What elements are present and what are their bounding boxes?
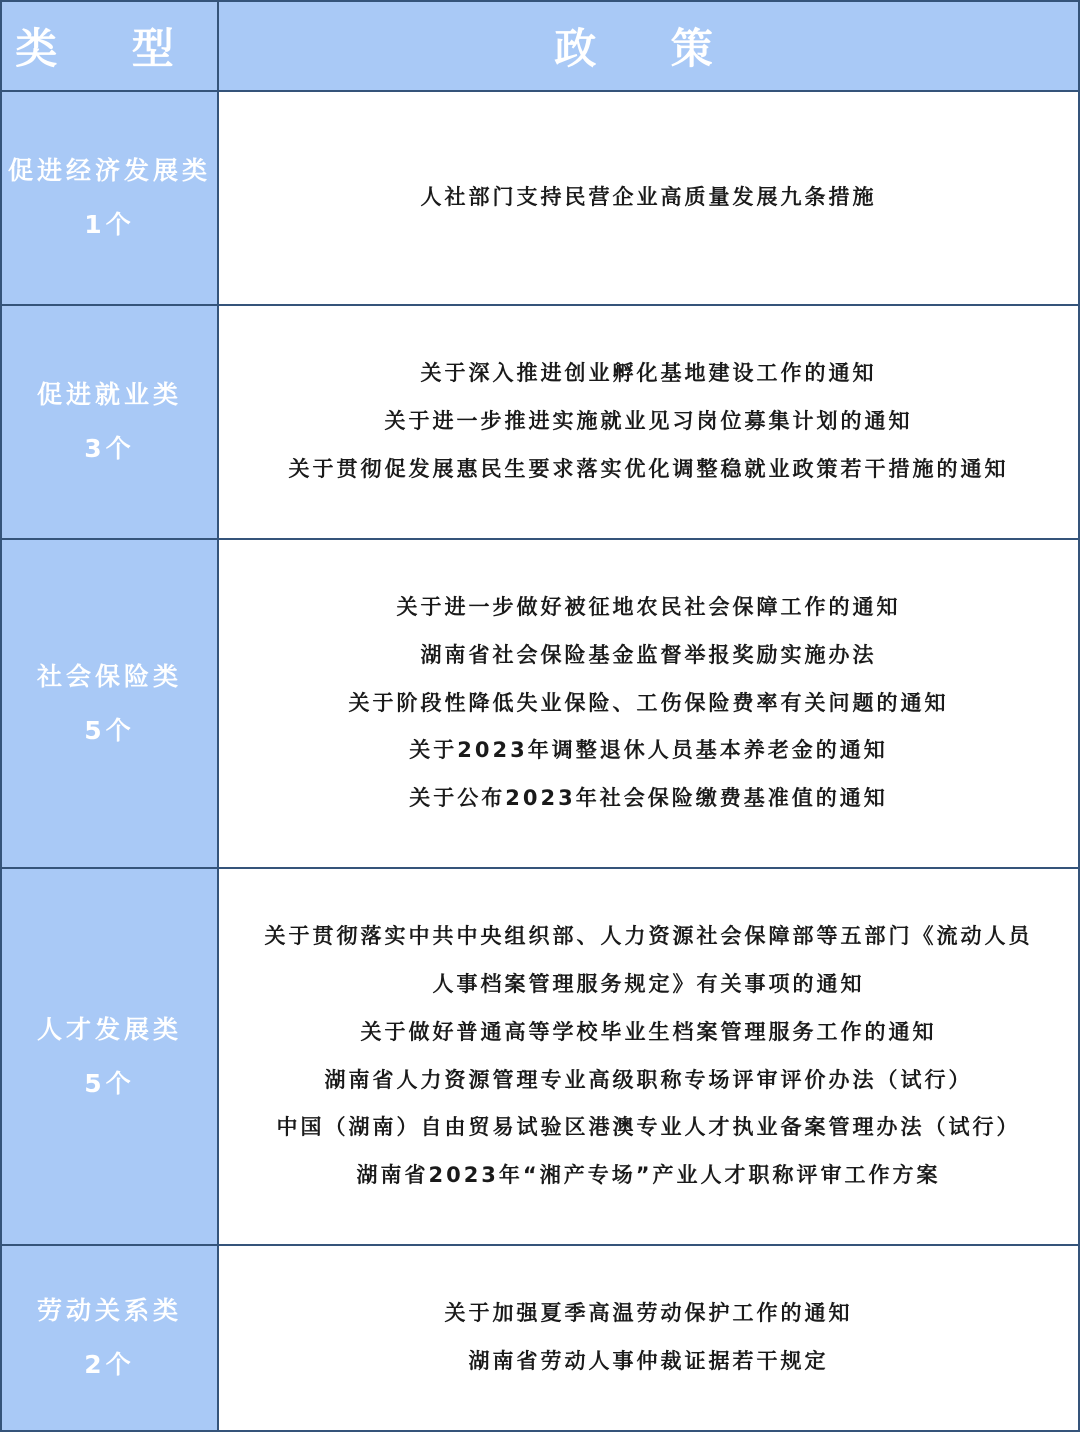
category-name: 促进就业类 [36,380,182,409]
policy-item: 人事档案管理服务规定》有关事项的通知 [432,972,865,997]
table-header-row [1,1,1079,91]
category-cell [1,91,218,305]
policy-item: 关于进一步推进实施就业见习岗位募集计划的通知 [384,409,913,434]
policy-item: 关于公布2023年社会保险缴费基准值的通知 [409,786,888,811]
policy-item: 湖南省社会保险基金监督举报奖励实施办法 [420,642,877,667]
category-cell [1,868,218,1245]
table-row [1,868,1079,1245]
category-count: 2个 [84,1350,135,1379]
category-count: 1个 [84,210,135,239]
table-row [1,539,1079,868]
category-name: 促进经济发展类 [7,156,211,185]
policy-item: 人社部门支持民营企业高质量发展九条措施 [420,185,877,210]
policy-item: 关于深入推进创业孵化基地建设工作的通知 [420,361,877,386]
policy-list-cell [218,539,1079,868]
policy-item: 关于贯彻促发展惠民生要求落实优化调整稳就业政策若干措施的通知 [288,456,1009,481]
table-row [1,305,1079,539]
policy-list-cell [218,91,1079,305]
policy-item: 关于阶段性降低失业保险、工伤保险费率有关问题的通知 [348,690,949,715]
policy-list-cell [218,868,1079,1245]
category-cell [1,539,218,868]
table-row [1,1245,1079,1431]
policy-item: 关于加强夏季高温劳动保护工作的通知 [444,1301,853,1326]
category-count: 5个 [84,1068,135,1098]
table-row [1,91,1079,305]
category-count: 3个 [84,434,135,463]
policy-list-cell [218,1245,1079,1431]
category-count: 5个 [84,715,135,745]
type-column-header: 类 型 [1,1,218,91]
policy-item: 关于2023年调整退休人员基本养老金的通知 [409,738,888,763]
category-name: 人才发展类 [36,1014,182,1044]
policy-column-header: 政 策 [218,1,1079,91]
category-name: 社会保险类 [36,661,182,691]
policy-item: 关于贯彻落实中共中央组织部、人力资源社会保障部等五部门《流动人员 [264,924,1033,949]
policy-item: 湖南省2023年“湘产专场”产业人才职称评审工作方案 [356,1162,941,1187]
category-cell [1,1245,218,1431]
policy-item: 湖南省劳动人事仲裁证据若干规定 [468,1349,829,1373]
policy-item: 关于做好普通高等学校毕业生档案管理服务工作的通知 [360,1019,937,1044]
policy-item: 中国（湖南）自由贸易试验区港澳专业人才执业备案管理办法（试行） [276,1115,1021,1140]
policy-list-cell [218,305,1079,539]
category-name: 劳动关系类 [36,1296,182,1325]
category-cell [1,305,218,539]
policy-item: 关于进一步做好被征地农民社会保障工作的通知 [396,595,901,620]
policy-item: 湖南省人力资源管理专业高级职称专场评审评价办法（试行） [324,1067,973,1092]
